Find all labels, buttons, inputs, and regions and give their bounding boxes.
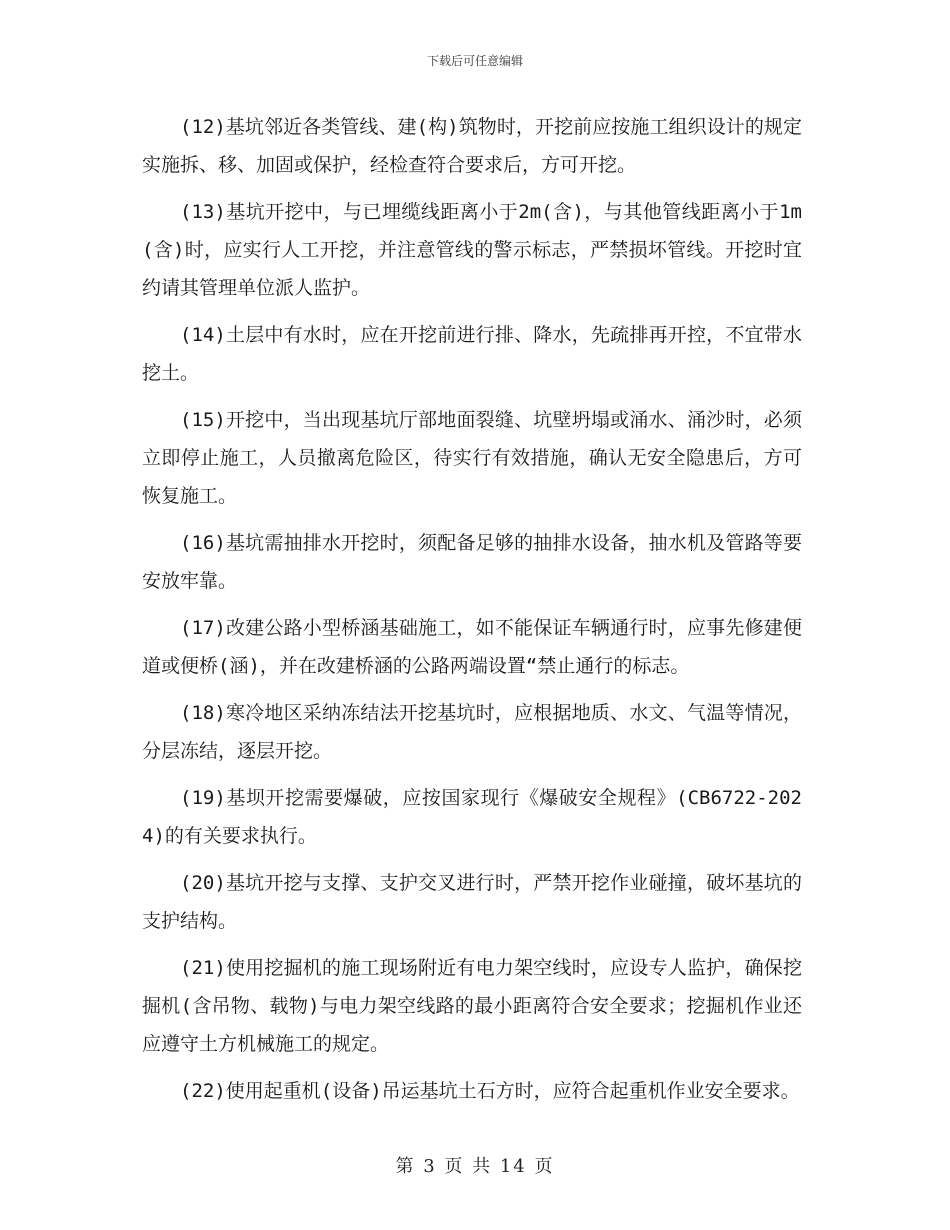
- paragraph-17: (17)改建公路小型桥涵基础施工，如不能保证车辆通行时，应事先修建便道或便桥(涵)，并在改建桥涵的公路两端设置“禁止通行的标志。: [142, 617, 802, 677]
- paragraph-13: (13)基坑开挖中，与已埋缆线距离小于2m(含)，与其他管线距离小于1m(含)时，应实行人工开挖，并注意管线的警示标志，严禁损坏管线。开挖时宜约请其管理单位派人监护。: [142, 201, 802, 299]
- paragraph-21: (21)使用挖掘机的施工现场附近有电力架空线时，应设专人监护，确保挖掘机(含吊物、载物)与电力架空线路的最小距离符合安全要求；挖掘机作业还应遵守土方机械施工的规定。: [142, 957, 802, 1055]
- paragraph-20: (20)基坑开挖与支撑、支护交叉进行时，严禁开挖作业碰撞，破坏基坑的支护结构。: [142, 872, 802, 932]
- paragraph-19: (19)基坝开挖需要爆破，应按国家现行《爆破安全规程》(CB6722-2024)的有关要求执行。: [142, 787, 802, 847]
- paragraph-16: (16)基坑需抽排水开挖时，须配备足够的抽排水设备，抽水机及管路等要安放牢靠。: [142, 532, 802, 592]
- paragraph-18: (18)寒冷地区采纳冻结法开挖基坑时，应根据地质、水文、气温等情况，分层冻结，逐层开挖。: [142, 702, 802, 762]
- paragraph-12: (12)基坑邻近各类管线、建(构)筑物时，开挖前应按施工组织设计的规定实施拆、移、加固或保护，经检查符合要求后，方可开挖。: [142, 116, 802, 176]
- document-body: [142, 108, 802, 1119]
- page-header: 下载后可任意编辑: [426, 54, 523, 68]
- paragraph-14: (14)土层中有水时，应在开挖前进行排、降水，先疏排再开控，不宜带水挖土。: [142, 324, 802, 384]
- paragraph-22: (22)使用起重机(设备)吊运基坑土石方时，应符合起重机作业安全要求。: [180, 1080, 800, 1102]
- paragraph-15: (15)开挖中，当出现基坑厅部地面裂缝、坑壁坍塌或涌水、涌沙时，必须立即停止施工，人员撤离危险区，待实行有效措施，确认无安全隐患后，方可恢复施工。: [142, 409, 802, 507]
- page-number: 第 3 页 共 14 页: [395, 1156, 555, 1177]
